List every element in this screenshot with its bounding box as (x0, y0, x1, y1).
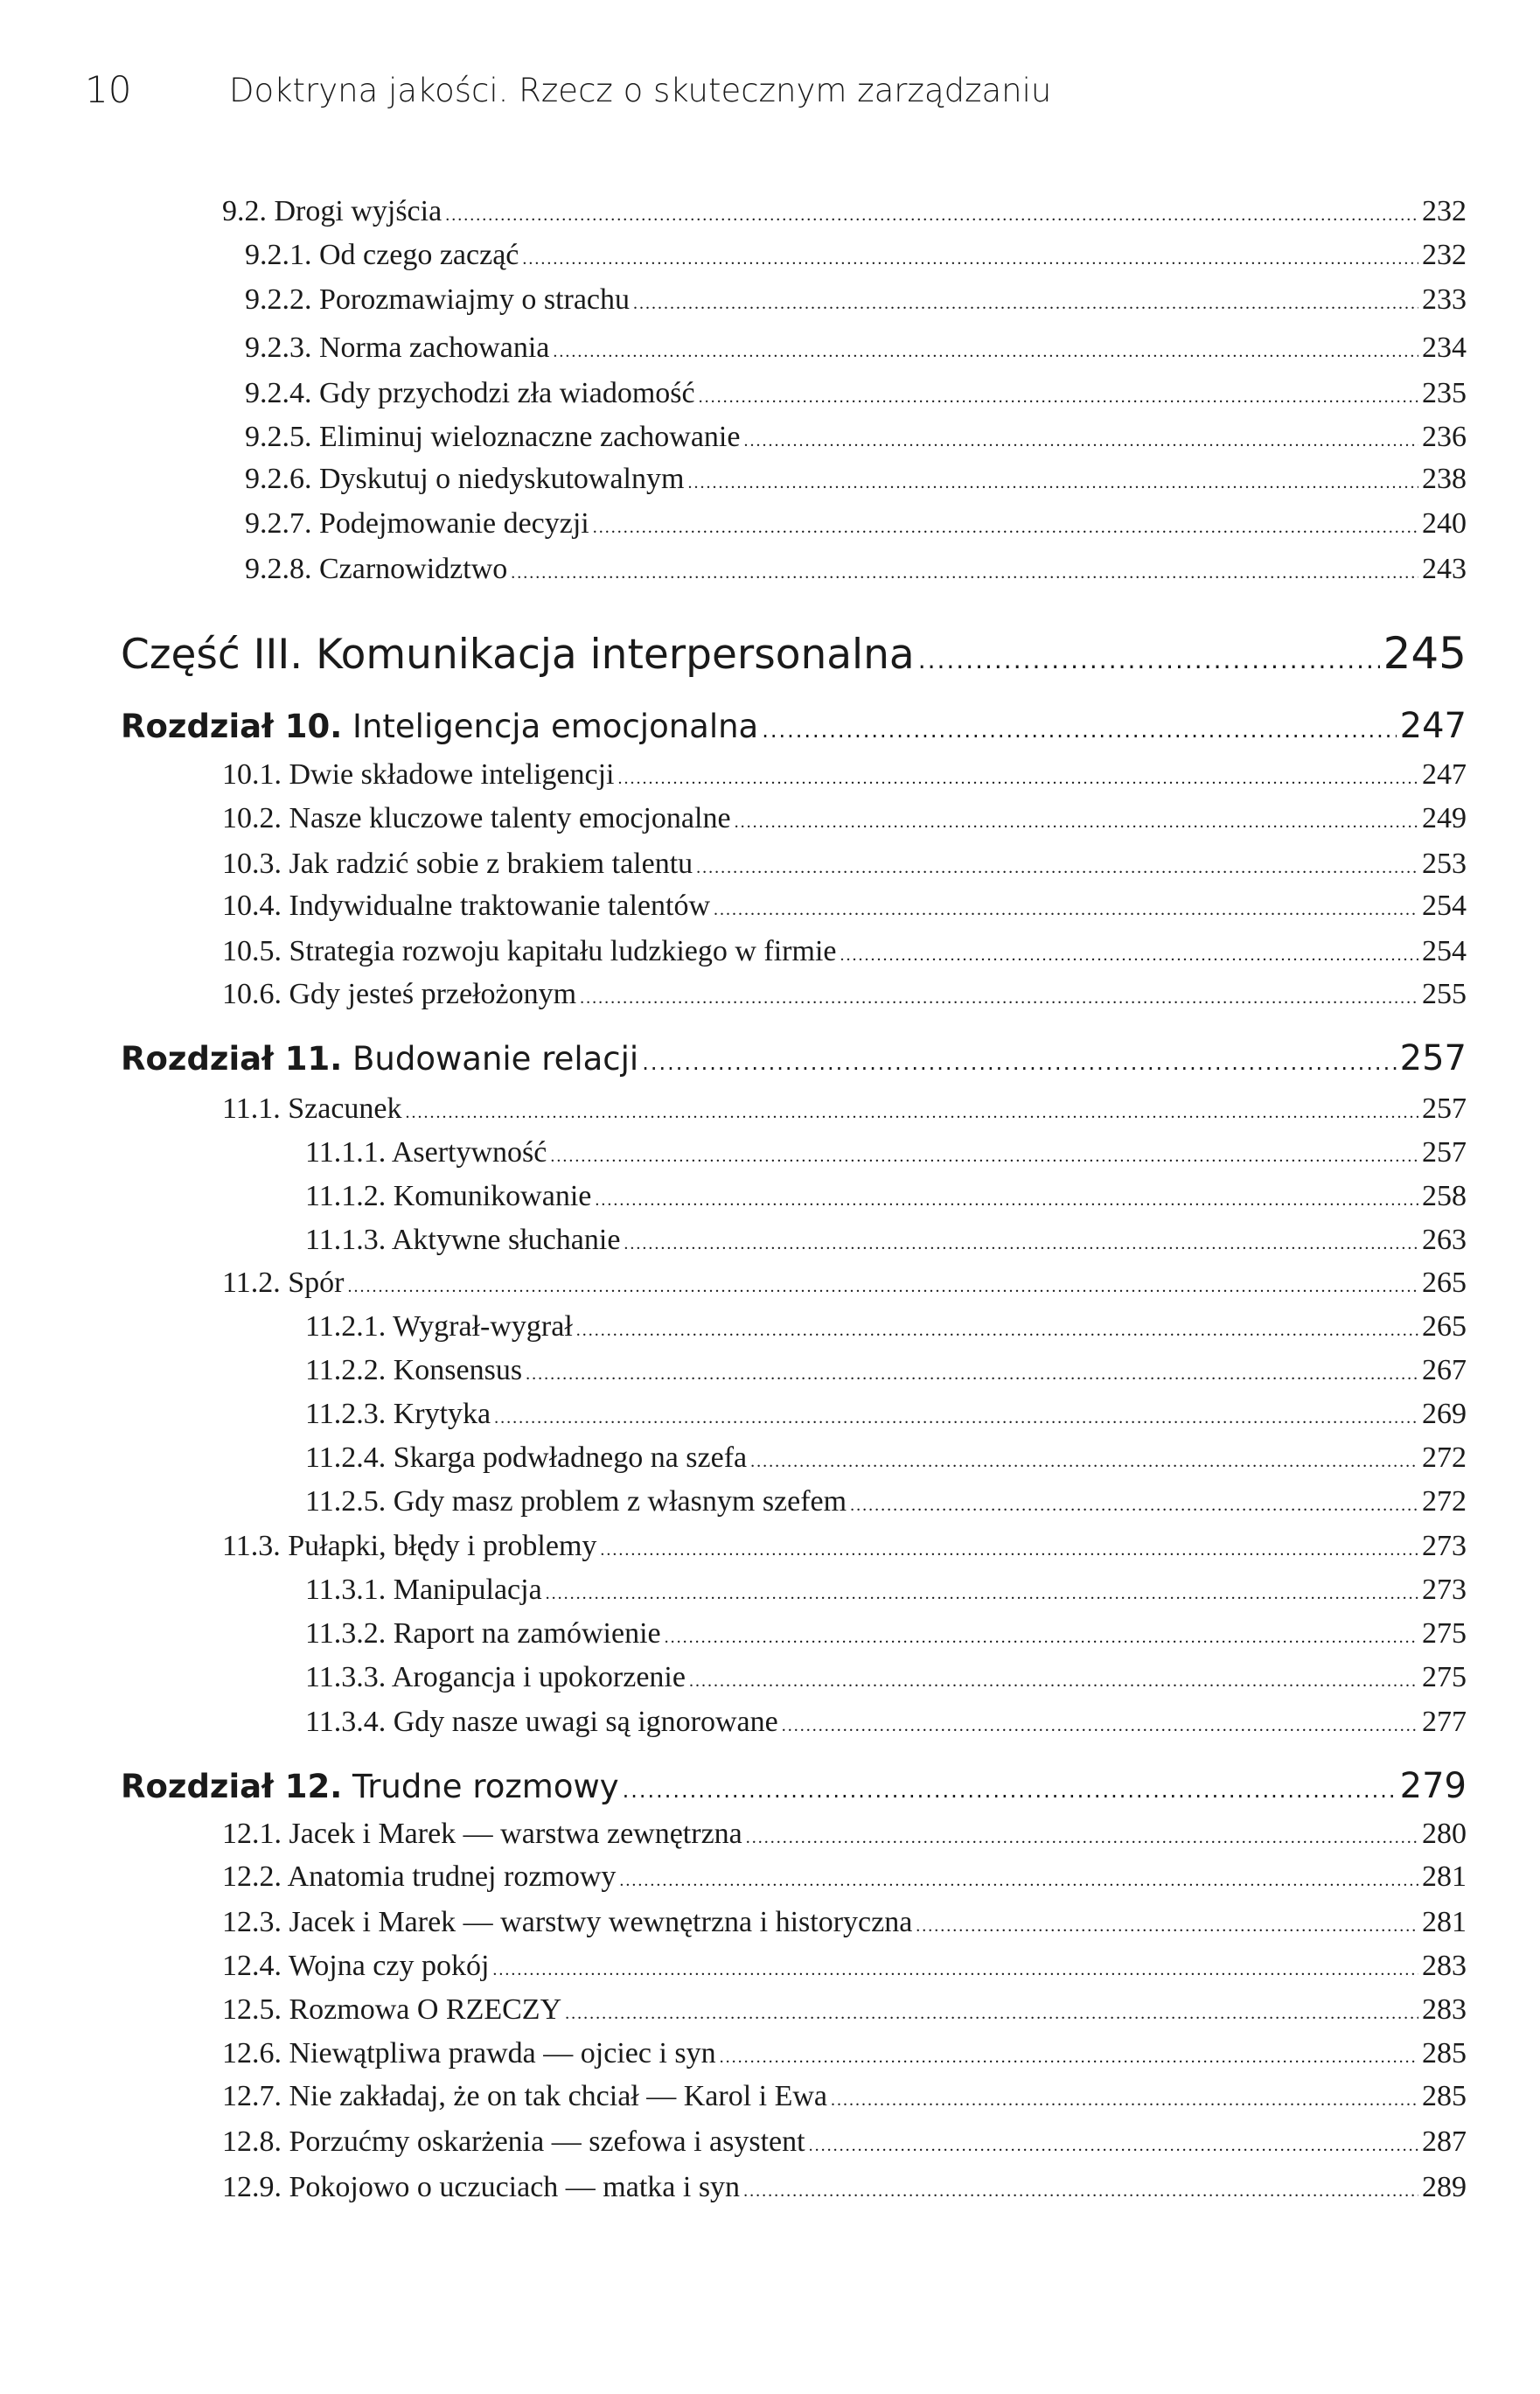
toc-chapter-heading (121, 1766, 1467, 1813)
toc-entry (222, 195, 1467, 235)
page-ref: 258 (1422, 1180, 1467, 1212)
toc-entry (222, 1530, 1467, 1570)
dot-leader (580, 988, 1418, 1009)
toc-entry (222, 1906, 1467, 1946)
dot-leader (522, 249, 1418, 269)
entry-title: 9.2.3. Norma zachowania (245, 332, 550, 364)
entry-title: 11.2. Spór (222, 1267, 345, 1299)
toc-entry (305, 1224, 1467, 1264)
toc-entry (222, 1950, 1467, 1990)
toc-entry (245, 507, 1467, 548)
dot-leader (600, 1540, 1418, 1560)
page-ref: 249 (1422, 802, 1467, 834)
entry-title: 9.2.5. Eliminuj wieloznaczne zachowanie (245, 421, 741, 453)
toc-entry (305, 1398, 1467, 1438)
toc-entry (305, 1310, 1467, 1351)
toc-entry (222, 1818, 1467, 1858)
page-ref: 277 (1422, 1706, 1467, 1738)
entry-title: 11.1.3. Aktywne słuchanie (305, 1224, 621, 1256)
dot-leader (550, 1147, 1418, 1167)
entry-title: 9.2.1. Od czego zacząć (245, 239, 519, 271)
dot-leader (782, 1716, 1418, 1736)
page-ref: 285 (1422, 2037, 1467, 2069)
entry-title: 9.2. Drogi wyjścia (222, 195, 442, 227)
entry-title: 11.2.2. Konsensus (305, 1354, 523, 1386)
dot-leader (750, 1452, 1418, 1472)
page-ref: 287 (1422, 2125, 1467, 2158)
entry-title: 11.3.1. Manipulacja (305, 1574, 542, 1606)
entry-title: 11.2.4. Skarga podwładnego na szefa (305, 1441, 748, 1474)
dot-leader (546, 1584, 1418, 1604)
dot-leader (618, 769, 1418, 789)
page-ref: 275 (1422, 1617, 1467, 1650)
page-ref: 253 (1422, 848, 1467, 880)
page-ref: 281 (1422, 1906, 1467, 1938)
toc-entry (245, 332, 1467, 372)
dot-leader (831, 2090, 1418, 2111)
entry-title: 9.2.2. Porozmawiajmy o strachu (245, 283, 631, 316)
dot-leader (699, 387, 1418, 408)
toc-entry (245, 463, 1467, 503)
entry-title: 11.2.3. Krytyka (305, 1398, 491, 1430)
page-ref: 283 (1422, 1950, 1467, 1982)
toc-entry (305, 1706, 1467, 1746)
page-ref: 265 (1422, 1267, 1467, 1299)
entry-title: 9.2.8. Czarnowidztwo (245, 553, 508, 585)
toc-entry (305, 1485, 1467, 1525)
page-ref: 247 (1399, 706, 1467, 746)
chapter-prefix: Rozdział 12. (121, 1768, 343, 1805)
entry-title: 12.7. Nie zakładaj, że on tak chciał — Karol i Ewa (222, 2080, 828, 2112)
dot-leader (762, 718, 1396, 743)
toc-entry (245, 283, 1467, 324)
chapter-prefix: Rozdział 11. (121, 1040, 343, 1078)
chapter-prefix: Rozdział 10. (121, 708, 343, 745)
toc-entry (222, 2125, 1467, 2166)
dot-leader (642, 1050, 1396, 1075)
page-ref: 257 (1422, 1092, 1467, 1125)
toc-entry (222, 2171, 1467, 2211)
dot-leader (696, 858, 1418, 878)
page-ref: 283 (1422, 1993, 1467, 2026)
page-ref: 232 (1422, 239, 1467, 271)
page-number: 10 (85, 68, 132, 111)
page-ref: 272 (1422, 1441, 1467, 1474)
entry-title: 9.2.6. Dyskutuj o niedyskutowalnym (245, 463, 685, 495)
chapter-title: Budowanie relacji (352, 1040, 639, 1078)
page-ref: 235 (1422, 377, 1467, 409)
dot-leader (553, 342, 1418, 362)
toc-entry (245, 239, 1467, 279)
book-title: Doktryna jakości. Rzecz o skutecznym zarządzaniu (229, 72, 1052, 109)
page-ref: 272 (1422, 1485, 1467, 1518)
dot-leader (665, 1628, 1418, 1648)
entry-title: 12.6. Niewątpliwa prawda — ojciec i syn (222, 2037, 716, 2069)
entry-title: 11.3.4. Gdy nasze uwagi są ignorowane (305, 1706, 778, 1738)
entry-title: 11.2.1. Wygrał-wygrał (305, 1310, 573, 1343)
toc-entry (305, 1354, 1467, 1394)
page-ref: 273 (1422, 1530, 1467, 1562)
page-ref: 279 (1399, 1766, 1467, 1806)
dot-leader (511, 563, 1418, 583)
dot-leader (746, 1828, 1418, 1848)
entry-title: 12.8. Porzućmy oskarżenia — szefowa i asystent (222, 2125, 805, 2158)
entry-title: 10.6. Gdy jesteś przełożonym (222, 978, 577, 1010)
page-ref: 234 (1422, 332, 1467, 364)
entry-title: 12.5. Rozmowa O RZECZY (222, 1993, 562, 2026)
dot-leader (916, 1916, 1418, 1937)
entry-title: 11.3.2. Raport na zamówienie (305, 1617, 661, 1650)
chapter-title: Inteligencja emocjonalna (352, 708, 759, 745)
toc-part-heading (121, 628, 1467, 686)
entry-title: 11.3.3. Arogancja i upokorzenie (305, 1661, 686, 1693)
page-ref: 267 (1422, 1354, 1467, 1386)
toc-chapter-heading (121, 706, 1467, 753)
entry-title: 11.1.2. Komunikowanie (305, 1180, 592, 1212)
toc-entry (222, 1092, 1467, 1133)
page-ref: 255 (1422, 978, 1467, 1010)
entry-title: 11.1.1. Asertywność (305, 1136, 547, 1169)
entry-title: 10.2. Nasze kluczowe talenty emocjonalne (222, 802, 731, 834)
toc-entry (222, 758, 1467, 799)
toc-entry (222, 1993, 1467, 2034)
dot-leader (918, 646, 1380, 674)
page-ref: 254 (1422, 890, 1467, 922)
entry-title: 12.4. Wojna czy pokój (222, 1950, 490, 1982)
page-ref: 275 (1422, 1661, 1467, 1693)
toc-entry (305, 1136, 1467, 1176)
page-ref: 238 (1422, 463, 1467, 495)
dot-leader (595, 1190, 1418, 1211)
entry-title: 9.2.7. Podejmowanie decyzji (245, 507, 589, 540)
page-ref: 254 (1422, 935, 1467, 967)
dot-leader (720, 2048, 1418, 2068)
dot-leader (406, 1103, 1418, 1123)
toc-entry (245, 421, 1467, 461)
toc-entry (222, 1267, 1467, 1307)
entry-title: 12.2. Anatomia trudnej rozmowy (222, 1860, 617, 1893)
dot-leader (743, 2181, 1418, 2202)
dot-leader (850, 1496, 1418, 1516)
entry-title: 11.1. Szacunek (222, 1092, 402, 1125)
dot-leader (445, 206, 1418, 226)
toc-entry (245, 377, 1467, 417)
entry-title: 10.4. Indywidualne traktowanie talentów (222, 890, 711, 922)
entry-title: 10.3. Jak radzić sobie z brakiem talentu (222, 848, 693, 880)
page-ref: 280 (1422, 1818, 1467, 1850)
dot-leader (840, 946, 1418, 966)
entry-title: 10.1. Dwie składowe inteligencji (222, 758, 615, 791)
page-ref: 281 (1422, 1860, 1467, 1893)
page-ref: 269 (1422, 1398, 1467, 1430)
toc-entry (305, 1180, 1467, 1220)
chapter-title: Trudne rozmowy (352, 1768, 619, 1805)
toc-entry (222, 2080, 1467, 2120)
entry-title: Część III. Komunikacja interpersonalna (121, 631, 915, 679)
toc-entry (305, 1574, 1467, 1614)
dot-leader (619, 1871, 1418, 1891)
toc-entry (305, 1661, 1467, 1701)
entry-title: 12.9. Pokojowo o uczuciach — matka i syn (222, 2171, 741, 2203)
toc-entry (222, 802, 1467, 842)
toc-entry (305, 1441, 1467, 1482)
toc-entry (222, 2037, 1467, 2077)
page-ref: 265 (1422, 1310, 1467, 1343)
dot-leader (565, 2004, 1418, 2024)
entry-title: 11.3. Pułapki, błędy i problemy (222, 1530, 597, 1562)
dot-leader (576, 1321, 1418, 1341)
toc-entry (222, 848, 1467, 888)
dot-leader (687, 473, 1418, 493)
entry-title: 10.5. Strategia rozwoju kapitału ludzkiego w firmie (222, 935, 837, 967)
page-ref: 263 (1422, 1224, 1467, 1256)
page-ref: 257 (1399, 1038, 1467, 1078)
page-ref: 285 (1422, 2080, 1467, 2112)
toc-entry (222, 935, 1467, 975)
page-ref: 243 (1422, 553, 1467, 585)
toc-entry (305, 1617, 1467, 1658)
page-ref: 273 (1422, 1574, 1467, 1606)
page-ref: 257 (1422, 1136, 1467, 1169)
toc-chapter-heading (121, 1038, 1467, 1085)
page-ref: 232 (1422, 195, 1467, 227)
dot-leader (492, 1960, 1418, 1980)
toc-entry (245, 553, 1467, 593)
dot-leader (623, 1778, 1397, 1803)
entry-title: 12.3. Jacek i Marek — warstwy wewnętrzna i historyczna (222, 1906, 913, 1938)
page-ref: 245 (1383, 628, 1467, 679)
dot-leader (593, 518, 1418, 538)
page-ref: 233 (1422, 283, 1467, 316)
toc-entry (222, 890, 1467, 930)
entry-title: 12.1. Jacek i Marek — warstwa zewnętrzna (222, 1818, 742, 1850)
page-ref: 240 (1422, 507, 1467, 540)
dot-leader (494, 1408, 1418, 1428)
dot-leader (714, 900, 1418, 920)
page-ref: 289 (1422, 2171, 1467, 2203)
dot-leader (689, 1672, 1418, 1692)
entry-title: 9.2.4. Gdy przychodzi zła wiadomość (245, 377, 695, 409)
dot-leader (633, 294, 1418, 314)
dot-leader (624, 1234, 1418, 1254)
dot-leader (743, 431, 1418, 451)
page-ref: 236 (1422, 421, 1467, 453)
toc-entry (222, 1860, 1467, 1901)
dot-leader (347, 1277, 1418, 1297)
toc-entry (222, 978, 1467, 1018)
dot-leader (735, 813, 1418, 833)
page-ref: 247 (1422, 758, 1467, 791)
dot-leader (809, 2136, 1418, 2156)
dot-leader (526, 1365, 1418, 1385)
entry-title: 11.2.5. Gdy masz problem z własnym szefem (305, 1485, 847, 1518)
